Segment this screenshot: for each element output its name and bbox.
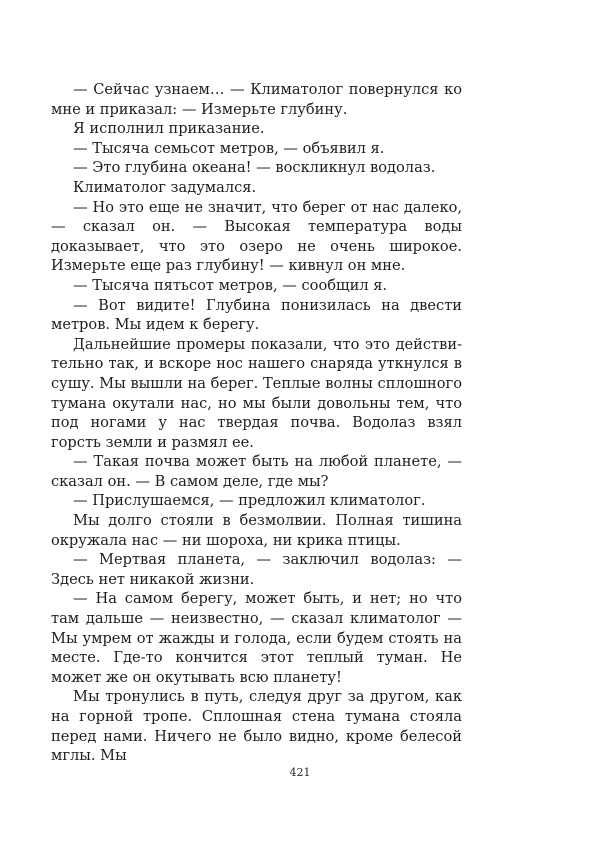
paragraph-12: Мы долго стояли в безмолвии. Полная тишина окружала нас — ни шороха, ни крика птицы. bbox=[51, 512, 462, 549]
paragraph-1: — Сейчас узнаем… — Климатолог повернулся ко мне и приказал: — Измерьте глубину. bbox=[51, 81, 462, 118]
paragraph-7: — Тысяча пятьсот метров, — сообщил я. bbox=[73, 276, 388, 294]
paragraph-13: — Мертвая планета, — заключил водолаз: — Здесь нет никакой жизни. bbox=[51, 551, 462, 588]
page-text bbox=[51, 80, 462, 766]
paragraph-2: Я исполнил приказание. bbox=[73, 120, 265, 138]
paragraph-8: — Вот видите! Глубина понизилась на двести метров. Мы идем к берегу. bbox=[51, 296, 462, 334]
paragraph-9: Дальнейшие промеры показали, что это действительно так, и вскоре нос нашего снаряда уткнулся в сушу. Мы вышли на берег. Теплые волны сплошного тумана окутали нас, но мы были довольны тем, что под ногами у нас твердая почва. Водолаз взял горсть земли и размял ее. bbox=[51, 335, 462, 451]
paragraph-3: — Тысяча семьсот метров, — объявил я. bbox=[73, 139, 385, 157]
page-number: 421 bbox=[289, 766, 311, 779]
paragraph-6: — Но это еще не значит, что берег от нас далеко, — сказал он. — Высокая температура воды доказывает, что это озеро не очень широкое. Измерьте еще раз глубину! — кивнул он мне. bbox=[51, 198, 462, 275]
paragraph-10: — Такая почва может быть на любой планете, — сказал он. — В самом деле, где мы? bbox=[51, 453, 462, 490]
paragraph-14: — На самом берегу, может быть, и нет; но что там дальше — неизвестно, — сказал климатолог — Мы умрем от жажды и голода, если будем стоять на месте. Где-то кончится этот теплый туман. Не может же он окутывать всю планету! bbox=[51, 590, 462, 686]
paragraph-15: Мы тронулись в путь, следуя друг за другом, как на горной тропе. Сплошная стена тумана стояла перед нами. Ничего не было видно, кроме белесой мглы. Мы bbox=[51, 688, 462, 765]
paragraph-11: — Прислушаемся, — предложил климатолог. bbox=[73, 492, 426, 510]
paragraph-4: — Это глубина океана! — воскликнул водолаз. bbox=[73, 159, 436, 177]
paragraph-5: Климатолог задумался. bbox=[73, 178, 257, 196]
